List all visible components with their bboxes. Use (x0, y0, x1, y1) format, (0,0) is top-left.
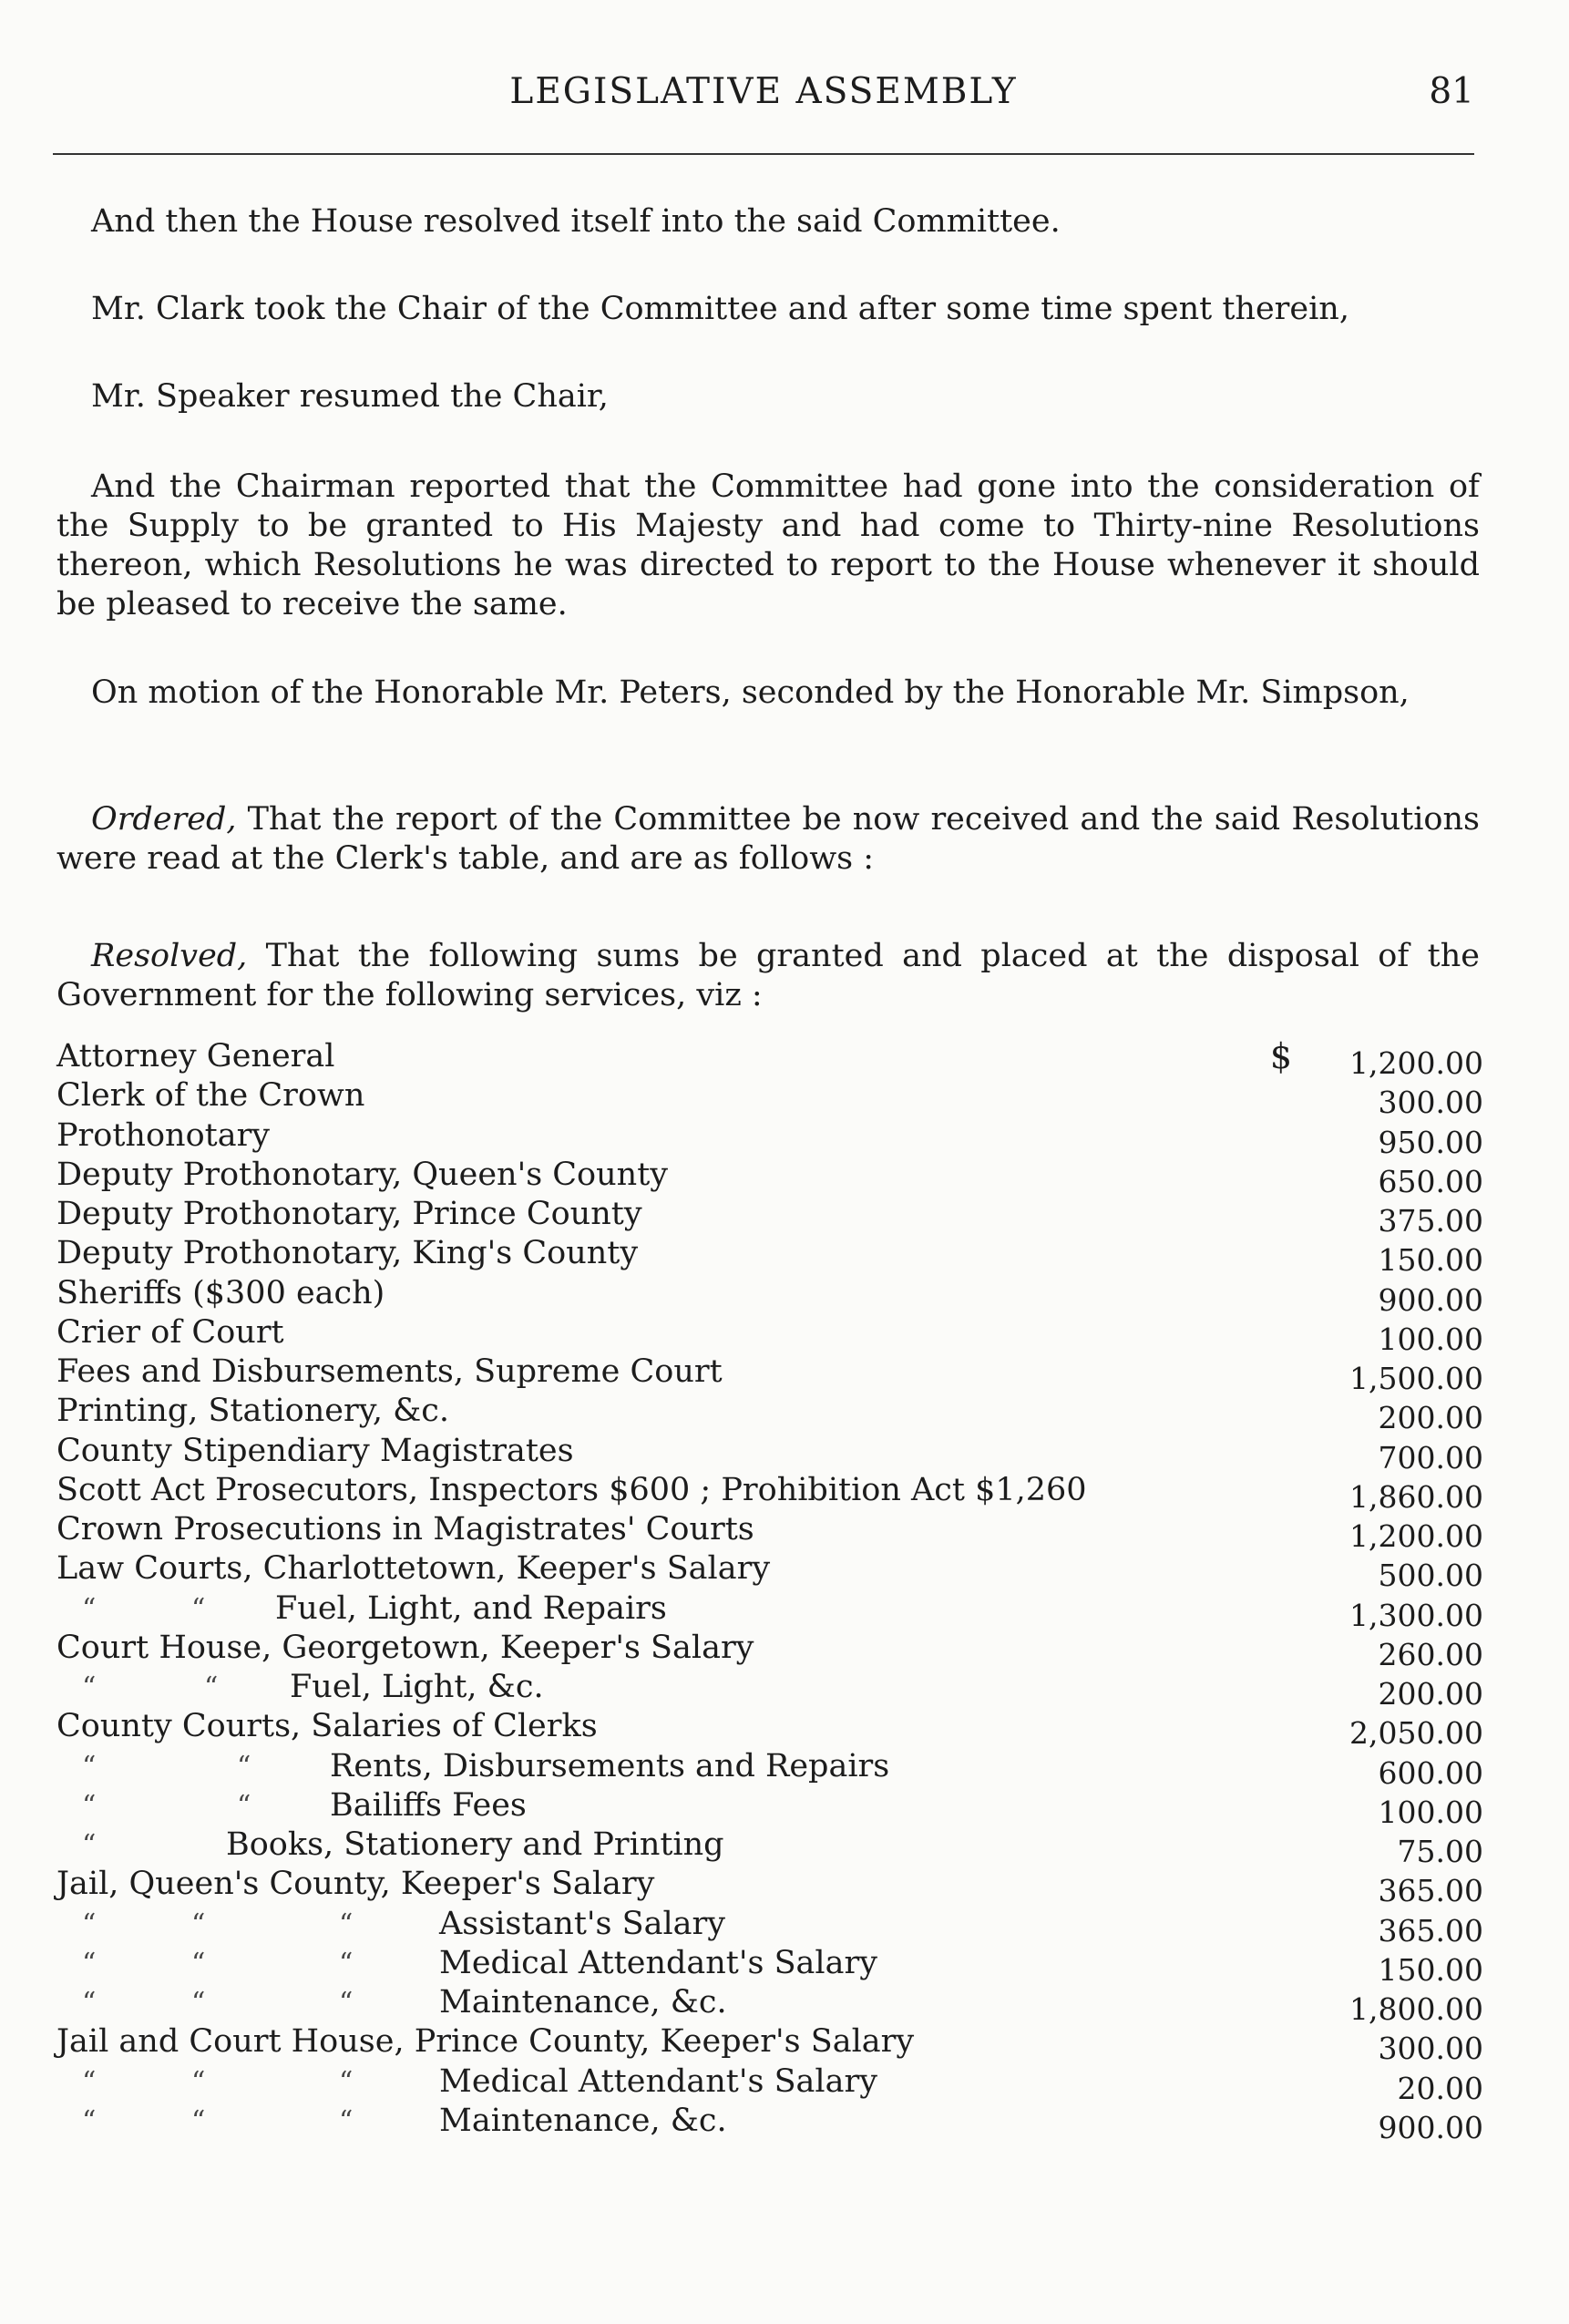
item-label: Medical Attendant's Salary (439, 2062, 877, 2100)
table-row (56, 1432, 1483, 1476)
table-row (56, 1944, 1483, 1988)
paragraph-committee (56, 202, 1480, 242)
table-row (56, 1510, 1483, 1554)
item-amount: 1,300.00 (1349, 1597, 1483, 1633)
item-amount: 700.00 (1378, 1439, 1483, 1476)
item-label: Fuel, Light, &c. (290, 1669, 544, 1705)
paragraph-speaker (56, 377, 1480, 416)
item-label: Law Courts, Charlottetown, Keeper's Salary (56, 1550, 771, 1588)
item-label: Crown Prosecutions in Magistrates' Courts (56, 1511, 754, 1548)
ditto-mark: “ (191, 2104, 206, 2137)
ditto-mark: “ (82, 1987, 97, 2019)
ditto-mark: “ (339, 1987, 354, 2019)
item-amount: 75.00 (1397, 1834, 1483, 1869)
table-row (56, 2062, 1483, 2106)
item-label: Fees and Disbursements, Supreme Court (56, 1353, 723, 1390)
ditto-mark: “ (191, 1592, 206, 1625)
item-label: Deputy Prothonotary, Queen's County (56, 1156, 669, 1193)
paragraph-text: Mr. Clark took the Chair of the Committee and after some time spent therein, (91, 291, 1349, 327)
ditto-mark: “ (82, 2104, 97, 2137)
item-amount: 1,500.00 (1349, 1361, 1483, 1396)
paragraph-motion (56, 674, 1480, 713)
item-amount: 900.00 (1378, 2109, 1483, 2145)
paragraph-ordered (56, 800, 1480, 879)
ditto-mark: “ (339, 1908, 354, 1940)
item-label: Court House, Georgetown, Keeper's Salary (56, 1629, 754, 1666)
table-row (56, 1786, 1483, 1830)
table-row (56, 1234, 1483, 1279)
ditto-mark: “ (191, 1908, 206, 1940)
table-row (56, 1195, 1483, 1239)
item-label: Deputy Prothonotary, King's County (56, 1235, 639, 1272)
item-amount: 100.00 (1378, 1321, 1483, 1357)
ditto-mark: “ (82, 1750, 97, 1783)
item-amount: 1,800.00 (1349, 1991, 1483, 2027)
table-row (56, 1036, 1483, 1081)
currency-symbol: $ (1269, 1036, 1292, 1076)
item-label: Jail and Court House, Prince County, Keeper's Salary (56, 2023, 915, 2061)
item-amount: 1,200.00 (1349, 1045, 1483, 1081)
item-amount: 950.00 (1378, 1124, 1483, 1160)
item-label: Deputy Prothonotary, Prince County (56, 1196, 642, 1232)
ditto-mark: “ (339, 1947, 354, 1980)
ditto-mark: “ (82, 1947, 97, 1980)
item-label: Prothonotary (56, 1116, 271, 1154)
table-row (56, 1983, 1483, 2027)
ditto-mark: “ (339, 2104, 354, 2137)
item-label: Rents, Disbursements and Repairs (330, 1747, 890, 1784)
paragraph-text: That the following sums be granted and placed at the disposal of the Government for the following services, viz : (56, 938, 1480, 1013)
item-amount: 20.00 (1397, 2070, 1483, 2106)
item-amount: 1,860.00 (1349, 1478, 1483, 1515)
ditto-mark: “ (82, 1908, 97, 1940)
item-label: Scott Act Prosecutors, Inspectors $600 ; Prohibition Act $1,260 (56, 1471, 1087, 1508)
table-row (56, 1549, 1483, 1594)
item-amount: 150.00 (1378, 1242, 1483, 1279)
table-row (56, 1156, 1483, 1199)
item-label: Crier of Court (56, 1313, 284, 1351)
ditto-mark: “ (82, 1829, 97, 1861)
table-row (56, 1668, 1483, 1712)
item-label: Attorney General (56, 1038, 335, 1075)
table-row (56, 1392, 1483, 1436)
paragraph-text: Mr. Speaker resumed the Chair, (91, 378, 609, 415)
table-row (56, 1707, 1483, 1752)
item-label: Bailiffs Fees (330, 1786, 527, 1824)
page-header (53, 71, 1474, 126)
paragraph-lead: Resolved, (91, 938, 248, 974)
ditto-mark: “ (204, 1671, 219, 1703)
item-amount: 900.00 (1378, 1281, 1483, 1318)
table-row (56, 1589, 1483, 1633)
paragraph-report (56, 468, 1480, 624)
table-row (56, 2022, 1483, 2067)
table-row (56, 1905, 1483, 1949)
ditto-mark: “ (237, 1789, 251, 1822)
ditto-mark: “ (191, 2065, 206, 2098)
item-amount: 2,050.00 (1349, 1715, 1483, 1752)
paragraph-lead: Ordered, (91, 801, 237, 838)
paragraph-text: And then the House resolved itself into the said Committee. (91, 203, 1061, 240)
item-label: Maintenance, &c. (439, 1984, 727, 2021)
paragraph-resolved (56, 937, 1480, 1015)
item-label: Fuel, Light, and Repairs (275, 1589, 667, 1627)
ditto-mark: “ (339, 2065, 354, 2098)
table-row (56, 1352, 1483, 1396)
table-row (56, 1274, 1483, 1318)
item-label: Books, Stationery and Printing (226, 1826, 724, 1863)
item-amount: 365.00 (1378, 1912, 1483, 1949)
item-label: Clerk of the Crown (56, 1077, 365, 1115)
item-amount: 300.00 (1378, 2031, 1483, 2067)
item-amount: 1,200.00 (1349, 1518, 1483, 1554)
table-row (56, 1825, 1483, 1869)
appropriations-list (56, 1036, 1483, 2145)
paragraph-text: On motion of the Honorable Mr. Peters, seconded by the Honorable Mr. Simpson, (91, 674, 1410, 711)
table-row (56, 1747, 1483, 1791)
item-label: Medical Attendant's Salary (439, 1944, 877, 1981)
item-label: Assistant's Salary (439, 1905, 726, 1942)
table-row (56, 1629, 1483, 1672)
header-rule (53, 153, 1474, 155)
paragraph-text: That the report of the Committee be now received and the said Resolutions were read at the Clerk's table, and are as follows : (56, 801, 1480, 877)
page-number: 81 (1429, 71, 1474, 112)
ditto-mark: “ (191, 1987, 206, 2019)
item-label: County Courts, Salaries of Clerks (56, 1708, 598, 1745)
item-amount: 500.00 (1378, 1558, 1483, 1594)
table-row (56, 2102, 1483, 2145)
running-title: LEGISLATIVE ASSEMBLY (509, 71, 1018, 112)
table-row (56, 1865, 1483, 1909)
item-amount: 100.00 (1378, 1794, 1483, 1830)
paragraph-text: And the Chairman reported that the Committee had gone into the consideration of the Supply to be granted to His Majesty and had come to Thirty-nine Resolutions thereon, which Resolutions he was directed to report to the House whenever it should be pleased to receive the same. (56, 468, 1480, 622)
item-amount: 365.00 (1378, 1873, 1483, 1909)
ditto-mark: “ (82, 1789, 97, 1822)
item-label: Printing, Stationery, &c. (56, 1393, 449, 1430)
item-amount: 200.00 (1378, 1676, 1483, 1712)
table-row (56, 1313, 1483, 1357)
table-row (56, 1116, 1483, 1160)
table-row (56, 1076, 1483, 1121)
item-amount: 200.00 (1378, 1400, 1483, 1436)
ditto-mark: “ (82, 1592, 97, 1625)
table-row (56, 1471, 1483, 1515)
item-label: County Stipendiary Magistrates (56, 1432, 574, 1469)
paragraph-chair (56, 290, 1480, 329)
item-amount: 650.00 (1378, 1163, 1483, 1199)
item-amount: 375.00 (1378, 1203, 1483, 1239)
ditto-mark: “ (191, 1947, 206, 1980)
item-amount: 300.00 (1378, 1085, 1483, 1121)
item-amount: 600.00 (1378, 1754, 1483, 1791)
ditto-mark: “ (82, 2065, 97, 2098)
item-label: Maintenance, &c. (439, 2102, 727, 2139)
item-label: Sheriffs ($300 each) (56, 1274, 385, 1311)
ditto-mark: “ (237, 1750, 251, 1783)
ditto-mark: “ (82, 1671, 97, 1703)
item-amount: 150.00 (1378, 1951, 1483, 1988)
item-amount: 260.00 (1378, 1636, 1483, 1672)
item-label: Jail, Queen's County, Keeper's Salary (56, 1866, 655, 1903)
